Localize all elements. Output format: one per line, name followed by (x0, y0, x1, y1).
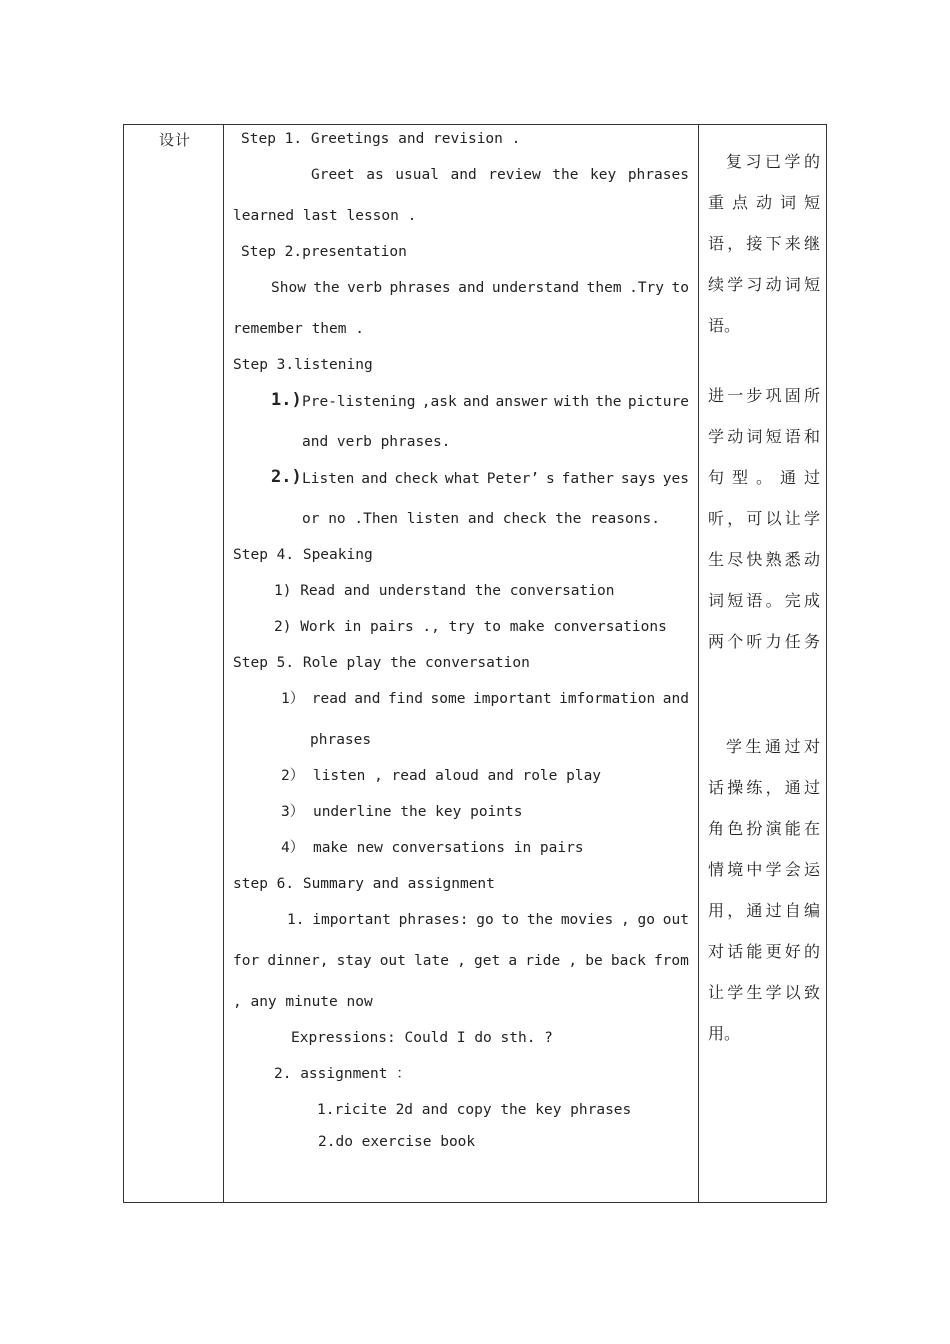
word: 两 (708, 632, 725, 651)
word: 。 (765, 591, 782, 610)
word: .Try (629, 280, 665, 296)
word: 语 (784, 427, 801, 446)
word: 让 (708, 983, 725, 1002)
word: check (394, 471, 439, 487)
word: Greet (311, 167, 355, 183)
step1-body-line1 (311, 166, 689, 184)
word: 尽 (727, 550, 744, 569)
note-2-line (708, 633, 820, 674)
note-1-line: 语。 (708, 316, 741, 335)
word: 型 (731, 468, 748, 487)
word: , (568, 953, 578, 969)
step5-item4: 4） make new conversations in pairs (281, 840, 584, 856)
step3-item2-number: 2.) (271, 467, 302, 487)
word: 悉 (784, 550, 801, 569)
step6-assignment-item1: 1.ricite 2d and copy the key phrases (317, 1102, 632, 1118)
word: late (414, 953, 449, 969)
step6-expressions: Expressions: Could I do sth. ? (291, 1030, 553, 1046)
word: 过 (803, 468, 820, 487)
word: 致 (803, 983, 820, 1002)
step4-item2: 2) Work in pairs ., try to make conversations (274, 619, 667, 635)
word: 通 (779, 468, 796, 487)
step5-heading: Step 5. Role play the conversation (233, 655, 530, 671)
word: yes (662, 471, 689, 487)
word: verb (347, 280, 383, 296)
word: them (586, 280, 622, 296)
note-2 (708, 387, 820, 674)
word: 学 (727, 275, 744, 294)
word: 复 (726, 152, 743, 171)
word: 自 (784, 901, 801, 920)
word: 用 (708, 901, 725, 920)
word: 学 (765, 983, 782, 1002)
word: 词 (779, 193, 796, 212)
word: understand (491, 280, 580, 296)
word: 续 (708, 275, 725, 294)
word: 中 (746, 860, 763, 879)
word: 动 (727, 427, 744, 446)
word: 能 (746, 942, 763, 961)
word: 词 (746, 427, 763, 446)
note-1 (708, 153, 820, 358)
word: with (554, 394, 590, 410)
word: 以 (784, 983, 801, 1002)
word: answer (495, 394, 548, 410)
lesson-table (123, 124, 827, 1203)
word: ， (727, 234, 744, 253)
word: 的 (803, 152, 820, 171)
word: 短 (803, 275, 820, 294)
word: 巩 (765, 386, 782, 405)
note-2-line (708, 469, 820, 510)
word: back (610, 953, 646, 969)
row-label: 设计 (159, 131, 192, 149)
word: 编 (803, 901, 820, 920)
word: 重 (708, 193, 725, 212)
word: phrases: (398, 912, 469, 928)
word: 以 (765, 509, 782, 528)
word: go (637, 912, 655, 928)
word: go (476, 912, 494, 928)
word: 演 (765, 819, 782, 838)
word: 通 (746, 901, 763, 920)
word: Show (271, 280, 306, 296)
word: s (546, 471, 555, 487)
note-3-line (708, 984, 820, 1025)
word: 能 (784, 819, 801, 838)
word: phrases (627, 167, 689, 183)
word: 角 (708, 819, 725, 838)
word: movies (560, 912, 614, 928)
word: 1） (281, 691, 305, 707)
note-3-line (708, 902, 820, 943)
word: 会 (784, 860, 801, 879)
word: a (508, 953, 518, 969)
word: get (474, 953, 501, 969)
note-3-line: 用。 (708, 1024, 741, 1043)
step6-point1-line3: , any minute now (233, 994, 373, 1010)
word: 听 (708, 509, 725, 528)
word: 接 (746, 234, 763, 253)
word: 运 (803, 860, 820, 879)
word: 。 (755, 468, 772, 487)
word: 的 (803, 942, 820, 961)
step2-body-line2: remember them . (233, 321, 364, 337)
word: 词 (784, 275, 801, 294)
step5-item1-line2: phrases (310, 732, 372, 748)
word: the (526, 912, 554, 928)
word: Pre-listening (302, 394, 416, 410)
word: 话 (708, 778, 725, 797)
note-1-line (708, 276, 820, 317)
word: 学 (784, 152, 801, 171)
word: important (312, 912, 391, 928)
word: 务 (803, 632, 820, 651)
step2-heading: Step 2.presentation (241, 244, 407, 260)
step5-item3: 3） underline the key points (281, 804, 523, 820)
word: 句 (708, 468, 725, 487)
word: find (388, 691, 423, 707)
word: 词 (708, 591, 725, 610)
step6-point1-line2 (233, 952, 689, 970)
word: 短 (803, 193, 820, 212)
step6-assignment-heading: 2. assignment ： (274, 1066, 411, 1082)
word: 熟 (765, 550, 782, 569)
word: 扮 (746, 819, 763, 838)
step6-heading: step 6. Summary and assignment (233, 876, 495, 892)
word: important (473, 691, 552, 707)
word: some (430, 691, 466, 707)
word: 色 (727, 819, 744, 838)
word: phrases (389, 280, 451, 296)
word: ride (525, 953, 561, 969)
word: for (233, 953, 260, 969)
word: and (354, 691, 381, 707)
word: and (450, 167, 477, 183)
word: key (590, 167, 617, 183)
word: as (366, 167, 384, 183)
word: 习 (745, 152, 762, 171)
word: 成 (803, 591, 820, 610)
note-1-line (726, 153, 820, 194)
word: father (561, 471, 615, 487)
word: 步 (746, 386, 763, 405)
word: 通 (784, 778, 801, 797)
word: dinner, (267, 953, 329, 969)
word: review (488, 167, 541, 183)
step3-item1-number: 1.) (271, 390, 302, 410)
word: 过 (784, 737, 801, 756)
word: to (501, 912, 520, 928)
note-2-line (708, 428, 820, 469)
column-divider-2 (698, 125, 699, 1202)
word: 和 (803, 427, 820, 446)
note-3-line (708, 861, 820, 902)
word: 进 (708, 386, 725, 405)
word: 快 (746, 550, 763, 569)
step3-item2-line1 (302, 470, 689, 488)
word: to (671, 280, 689, 296)
word: and (462, 394, 490, 410)
word: 生 (746, 983, 763, 1002)
word: from (653, 953, 689, 969)
step1-heading: Step 1. Greetings and revision . (241, 131, 521, 147)
step4-item1: 1) Read and understand the conversation (274, 583, 615, 599)
word: 短 (727, 591, 744, 610)
word: 力 (765, 632, 782, 651)
note-3-line (708, 779, 820, 820)
word: 可 (746, 509, 763, 528)
note-3-line (726, 738, 820, 779)
note-2-line (708, 510, 820, 551)
word: 境 (727, 860, 744, 879)
word: the (595, 394, 622, 410)
word: and (662, 691, 689, 707)
note-3-line (708, 820, 820, 861)
word: be (585, 953, 603, 969)
step6-point1-line1 (287, 911, 689, 929)
word: 学 (803, 509, 820, 528)
word: says (620, 471, 656, 487)
word: 已 (764, 152, 781, 171)
note-1-line (708, 235, 820, 276)
word: 学 (765, 860, 782, 879)
word: 练 (746, 778, 763, 797)
word: the (552, 167, 579, 183)
word: out (379, 953, 406, 969)
word: 来 (784, 234, 801, 253)
word: 通 (764, 737, 781, 756)
word: Peter’ (486, 471, 540, 487)
word: 让 (784, 509, 801, 528)
note-2-line (708, 387, 820, 428)
step5-item2: 2） listen , read aloud and role play (281, 768, 602, 784)
word: ,ask (421, 394, 457, 410)
word: 学 (708, 427, 725, 446)
word: 操 (727, 778, 744, 797)
word: 更 (765, 942, 782, 961)
word: 继 (803, 234, 820, 253)
step1-body-line2: learned last lesson . (233, 208, 417, 224)
word: picture (627, 394, 689, 410)
word: 生 (708, 550, 725, 569)
word: 语 (708, 234, 725, 253)
word: , (457, 953, 466, 969)
step3-item2-line2: or no .Then listen and check the reasons. (302, 511, 660, 527)
word: what (444, 471, 480, 487)
word: 短 (765, 427, 782, 446)
note-2-line (708, 592, 820, 633)
word: 对 (708, 942, 725, 961)
word: 学 (726, 737, 743, 756)
word: 固 (784, 386, 801, 405)
word: 话 (727, 942, 744, 961)
word: 完 (784, 591, 801, 610)
word: and (361, 471, 388, 487)
word: usual (395, 167, 439, 183)
word: 过 (803, 778, 820, 797)
step2-body-line1 (271, 279, 689, 297)
column-divider-1 (223, 125, 224, 1202)
word: 语 (746, 591, 763, 610)
word: 任 (784, 632, 801, 651)
word: 好 (784, 942, 801, 961)
word: and (458, 280, 485, 296)
word: read (311, 691, 347, 707)
word: 听 (746, 632, 763, 651)
step6-assignment-item2: 2.do exercise book (318, 1134, 476, 1150)
word: Listen (302, 471, 355, 487)
word: out (662, 912, 689, 928)
word: 个 (727, 632, 744, 651)
word: 动 (803, 550, 820, 569)
word: 在 (803, 819, 820, 838)
word: stay (336, 953, 372, 969)
step5-item1-line1 (281, 690, 689, 708)
word: 习 (746, 275, 763, 294)
step4-heading: Step 4. Speaking (233, 547, 373, 563)
word: 点 (731, 193, 748, 212)
word: 情 (708, 860, 725, 879)
word: 动 (765, 275, 782, 294)
word: 1. (287, 912, 305, 928)
word: 对 (803, 737, 820, 756)
word: ， (727, 901, 744, 920)
word: ， (765, 778, 782, 797)
word: 动 (755, 193, 772, 212)
step3-item1-line2: and verb phrases. (302, 434, 451, 450)
word: imformation (559, 691, 656, 707)
step3-item1-line1 (302, 393, 689, 411)
word: , (621, 912, 630, 928)
word: the (313, 280, 340, 296)
word: 过 (765, 901, 782, 920)
word: 生 (745, 737, 762, 756)
word: ， (727, 509, 744, 528)
word: 一 (727, 386, 744, 405)
word: 学 (727, 983, 744, 1002)
note-2-line (708, 551, 820, 592)
step3-heading: Step 3.listening (233, 357, 373, 373)
word: 所 (803, 386, 820, 405)
word: 下 (765, 234, 782, 253)
note-1-line (708, 194, 820, 235)
note-3 (708, 738, 820, 1066)
note-3-line (708, 943, 820, 984)
